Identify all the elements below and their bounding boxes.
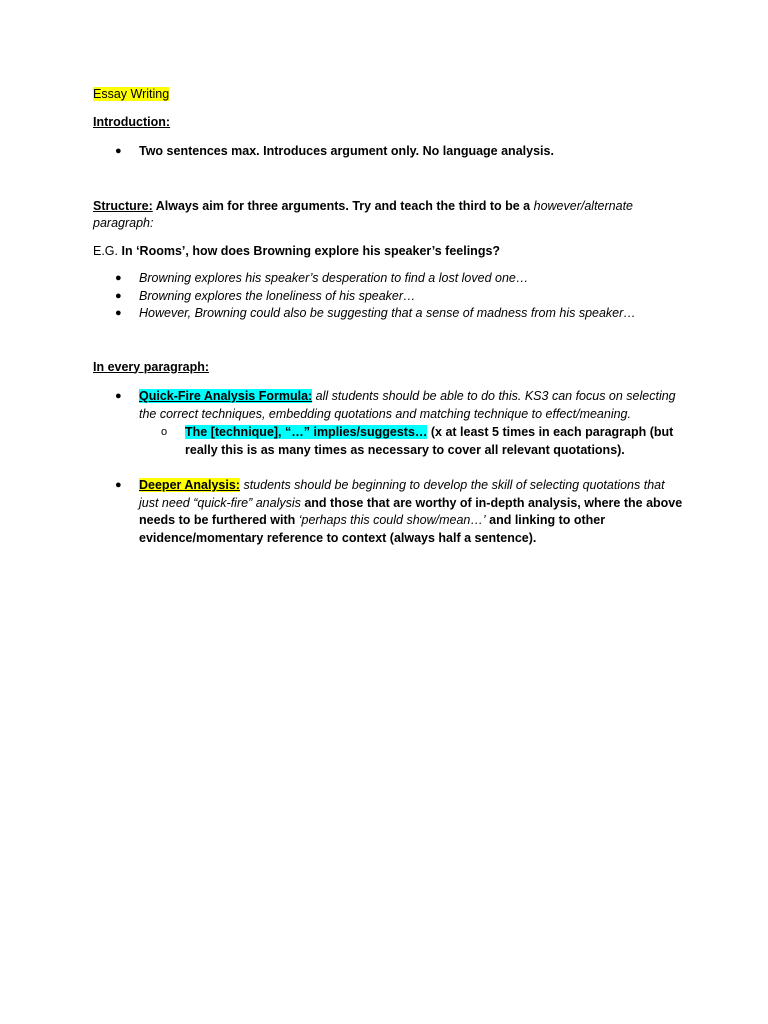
quick-fire-formula-note: (x at least 5 times in each paragraph (but really this is as many times as necessary to cover all relevant quotations). [185, 425, 674, 457]
quick-fire-formula: The [technique], “…” implies/suggests… [185, 425, 428, 439]
introduction-bullet-text: Two sentences max. Introduces argument only. No language analysis. [139, 144, 554, 158]
structure-label: Structure: [93, 198, 153, 213]
list-item [93, 305, 683, 323]
document-title [93, 86, 683, 104]
introduction-list [93, 143, 683, 161]
list-item [93, 270, 683, 288]
bullet-disc-icon: ● [115, 145, 122, 157]
analysis-list [93, 388, 683, 547]
introduction-heading-text: Introduction: [93, 114, 171, 129]
deeper-analysis-italic-1: students should be beginning to develop the skill of selecting quotations that just need “quick-fire” analysis [139, 478, 665, 510]
structure-italic: however/alternate paragraph: [93, 198, 633, 230]
bullet-disc-icon: ● [115, 479, 122, 491]
list-item [93, 143, 683, 161]
deeper-analysis-italic-2: ‘perhaps this could show/mean…’ [298, 513, 486, 527]
document-page [93, 86, 683, 547]
deeper-analysis-bold-1: and those that are worthy of in-depth analysis, where the above needs to be furthered with [139, 495, 683, 527]
bullet-disc-icon: ● [115, 289, 122, 302]
deeper-analysis-item [93, 477, 683, 547]
example-question [93, 243, 683, 261]
argument-text: Browning explores his speaker’s desperation to find a lost loved one… [139, 271, 529, 285]
quick-fire-formula-item [93, 424, 683, 459]
example-prefix: E.G. [93, 243, 122, 258]
quick-fire-label: Quick-Fire Analysis Formula: [139, 389, 313, 403]
bullet-circle-icon: o [161, 426, 168, 438]
quick-fire-text: all students should be able to do this. KS3 can focus on selecting the correct techniques, embedding quotations and matching technique to effect/meaning. [139, 389, 676, 421]
example-question-text: In ‘Rooms’, how does Browning explore his speaker’s feelings? [121, 243, 501, 258]
structure-paragraph [93, 198, 683, 233]
every-paragraph-heading [93, 359, 683, 377]
every-paragraph-heading-text: In every paragraph: [93, 359, 210, 374]
bullet-disc-icon: ● [115, 272, 122, 284]
bullet-disc-icon: ● [115, 390, 122, 402]
arguments-list [93, 270, 683, 323]
structure-text: Always aim for three arguments. Try and teach the third to be a [152, 198, 534, 213]
argument-text: Browning explores the loneliness of his speaker… [139, 288, 416, 303]
introduction-heading [93, 114, 683, 132]
deeper-analysis-bold-2: and linking to other evidence/momentary reference to context (always half a sentence). [139, 513, 606, 545]
list-item [93, 288, 683, 306]
bullet-disc-icon: ● [115, 307, 122, 319]
deeper-analysis-label: Deeper Analysis: [139, 478, 240, 492]
quick-fire-item [93, 388, 683, 423]
argument-text: However, Browning could also be suggesting that a sense of madness from his speaker… [139, 306, 636, 320]
document-title-text: Essay Writing [93, 87, 170, 101]
